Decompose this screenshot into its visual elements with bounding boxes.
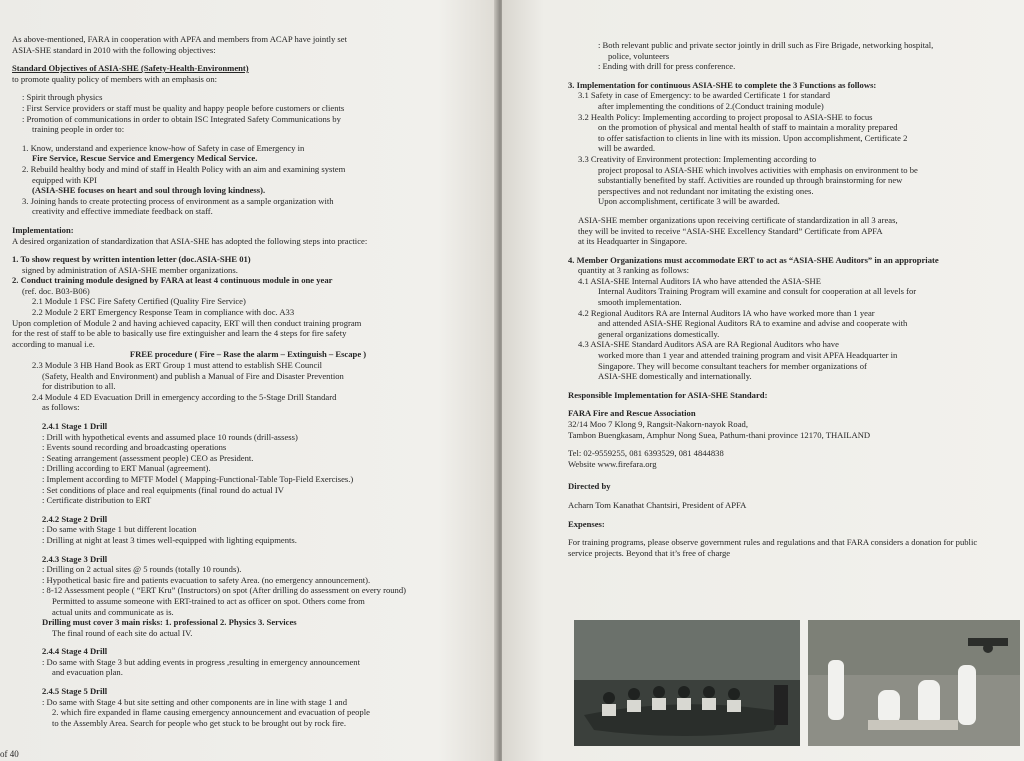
right-text-line: they will be invited to receive “ASIA-SHE Excellency Standard” Certificate from APFA: [578, 225, 883, 236]
photo-strip: [574, 620, 1018, 750]
left-text-line: training people in order to:: [32, 124, 125, 135]
left-text-line: for the rest of staff to be able to basically use fire extinguisher and learn the 4 steps for fire safety: [12, 328, 347, 339]
right-text-line: 3.1 Safety in case of Emergency: to be awarded Certificate 1 for standard: [578, 90, 831, 101]
right-text-line: on the promotion of physical and mental health of staff to maintain a morality prepared: [598, 122, 898, 133]
left-text-line: 1. To show request by written intention letter (doc.ASIA-SHE 01): [12, 254, 251, 265]
left-text-line: 2.4 Module 4 ED Evacuation Drill in emergency according to the 5-Stage Drill Standard: [32, 391, 337, 402]
left-text-line: : Drill with hypothetical events and assumed place 10 rounds (drill-assess): [42, 431, 298, 442]
right-text-line: Tel: 02-9559255, 081 6393529, 081 4844838: [568, 448, 724, 459]
right-text-line: : Both relevant public and private sector jointly in drill such as Fire Brigade, networking hospital,: [598, 40, 934, 50]
left-text-line: 2.1 Module 1 FSC Fire Safety Certified (Quality Fire Service): [32, 296, 246, 307]
right-text-line: Upon accomplishment, certificate 3 will be awarded.: [598, 196, 780, 207]
right-spacer: [568, 492, 1014, 500]
left-text-line: : Hypothetical basic fire and patients evacuation to safety Area. (no emergency announcement).: [42, 574, 371, 585]
boat-rescue-photo: [574, 620, 800, 746]
right-spacer: [568, 382, 1014, 390]
right-text-line: 3.3 Creativity of Environment protection: Implementing according to: [578, 153, 817, 164]
left-text-line: to promote quality policy of members with an emphasis on:: [12, 73, 218, 84]
right-text-line: For training programs, please observe government rules and regulations and that FARA considers a donation for public: [568, 537, 978, 548]
right-spacer: [568, 400, 1014, 408]
left-page-text: [12, 34, 484, 728]
right-spacer: [568, 511, 1014, 519]
left-text-line: : Drilling on 2 actual sites @ 5 rounds (totally 10 rounds).: [42, 564, 242, 575]
medical-drill-photo: [808, 620, 1020, 746]
left-spacer: [12, 678, 484, 686]
left-spacer: [12, 84, 484, 92]
left-text-line: : Spirit through physics: [22, 92, 103, 103]
right-text-line: quantity at 3 ranking as follows:: [578, 265, 689, 276]
left-text-line: for distribution to all.: [42, 381, 116, 392]
left-spacer: [12, 55, 484, 63]
left-text-line: Upon completion of Module 2 and having achieved capacity, ERT will then conduct training program: [12, 317, 362, 328]
left-text-line: As above-mentioned, FARA in cooperation with APFA and members from ACAP have jointly set: [12, 34, 347, 44]
right-text-line: 4.2 Regional Auditors RA are Internal Auditors IA who have worked more than 1 year: [578, 307, 875, 318]
right-text-line: Acharn Tom Kanathat Chantsiri, President of APFA: [568, 499, 747, 510]
left-text-line: 2.3 Module 3 HB Hand Book as ERT Group 1 must attend to establish SHE Council: [32, 360, 323, 371]
right-text-line: substantially benefited by staff. Activities are rounded up through brainstorming for new: [598, 175, 903, 186]
left-text-line: Drilling must cover 3 main risks: 1. professional 2. Physics 3. Services: [42, 617, 297, 628]
left-text-line: FREE procedure ( Fire – Rase the alarm – Extinguish – Escape ): [129, 349, 367, 360]
right-spacer: [568, 469, 1014, 481]
right-text-line: police, volunteers: [608, 50, 670, 61]
right-text-line: perspectives and not redundant nor imitating the existing ones.: [598, 185, 814, 196]
right-text-line: Expenses:: [568, 518, 605, 529]
left-text-line: 2.4.5 Stage 5 Drill: [42, 686, 108, 697]
left-text-line: : Drilling according to ERT Manual (agreement).: [42, 463, 211, 474]
left-text-line: : 8-12 Assessment people ( “ERT Kru” (Instructors) on spot (After drilling do assessment on every round): [42, 585, 407, 596]
right-text-line: Directed by: [568, 481, 611, 492]
left-text-line: 2. Conduct training module designed by FARA at least 4 continuous module in one year: [12, 275, 333, 286]
left-text-line: equipped with KPI: [32, 174, 97, 185]
left-text-line: according to manual i.e.: [12, 338, 95, 349]
left-text-line: Fire Service, Rescue Service and Emergency Medical Service.: [32, 153, 258, 164]
left-text-line: : Events sound recording and broadcasting operations: [42, 442, 227, 453]
left-text-line: : Promotion of communications in order to obtain ISC Integrated Safety Communications by: [22, 113, 341, 124]
left-text-line: 3. Joining hands to create protecting process of environment as a sample organization with: [22, 195, 334, 206]
left-text-line: (ASIA-SHE focuses on heart and soul through loving kindness).: [32, 185, 266, 196]
left-text-line: 2.2 Module 2 ERT Emergency Response Team in compliance with doc. A33: [32, 307, 295, 318]
left-text-line: 2.4.1 Stage 1 Drill: [42, 421, 108, 431]
left-text-line: : Certificate distribution to ERT: [42, 495, 152, 506]
right-spacer: [568, 207, 1014, 215]
left-text-line: to the Assembly Area. Search for people who get stuck to be brought out by rock fire.: [52, 717, 347, 728]
left-spacer: [12, 413, 484, 421]
left-text-line: 2.4.2 Stage 2 Drill: [42, 513, 108, 524]
right-text-line: project proposal to ASIA-SHE which involves activities with emphasis on environment to be: [598, 164, 918, 175]
right-text-line: FARA Fire and Rescue Association: [568, 408, 696, 419]
left-page: [0, 0, 498, 761]
left-text-line: The final round of each site do actual IV.: [52, 627, 193, 638]
right-text-line: 3.2 Health Policy: Implementing according to project proposal to ASIA-SHE to focus: [578, 111, 873, 122]
right-text-line: 4.1 ASIA-SHE Internal Auditors IA who have attended the ASIA-SHE: [578, 275, 821, 286]
page-number: of 40: [0, 749, 19, 759]
right-text-line: worked more than 1 year and attended training program and visit APFA Headquarter in: [598, 350, 898, 361]
right-text-line: and attended ASIA-SHE Regional Auditors RA to examine and advise and cooperate with: [598, 318, 908, 329]
left-text-line: creativity and effective immediate feedback on staff.: [32, 206, 213, 217]
left-text-line: A desired organization of standardization that ASIA-SHE has adopted the following steps into practice:: [12, 235, 368, 246]
right-text-line: ASIA-SHE domestically and internationally.: [598, 371, 752, 382]
right-spacer: [568, 529, 1014, 537]
left-text-line: (Safety, Health and Environment) and publish a Manual of Fire and Disaster Prevention: [42, 370, 344, 381]
right-text-line: Tambon Buengkasam, Amphur Nong Suea, Pathum-thani province 12170, THAILAND: [568, 429, 871, 440]
left-text-line: (ref. doc. B03-B06): [22, 285, 90, 296]
left-spacer: [12, 217, 484, 225]
left-text-line: : Do same with Stage 3 but adding events in progress ,resulting in emergency announcement: [42, 656, 360, 667]
left-spacer: [12, 246, 484, 254]
left-text-line: Implementation:: [12, 224, 74, 235]
right-spacer: [568, 72, 1014, 80]
right-text-line: Internal Auditors Training Program will examine and consult for cooperation at all levels for: [598, 286, 917, 297]
left-spacer: [12, 135, 484, 143]
left-spacer: [12, 506, 484, 514]
left-spacer: [12, 638, 484, 646]
left-text-line: ASIA-SHE standard in 2010 with the following objectives:: [12, 44, 216, 55]
right-text-line: Responsible Implementation for ASIA-SHE Standard:: [568, 389, 768, 400]
left-text-line: 2.4.3 Stage 3 Drill: [42, 553, 108, 564]
left-text-line: 2. Rebuild healthy body and mind of staff in Health Policy with an aim and examining system: [22, 163, 346, 174]
left-text-line: as follows:: [42, 402, 80, 413]
right-text-line: 32/14 Moo 7 Klong 9, Rangsit-Nakorn-nayok Road,: [568, 419, 748, 429]
left-text-line: and evacuation plan.: [52, 667, 123, 678]
right-text-line: Website www.firefara.org: [568, 458, 657, 469]
left-text-line: signed by administration of ASIA-SHE member organizations.: [22, 264, 238, 275]
left-text-line: actual units and communicate as is.: [52, 606, 174, 617]
right-spacer: [568, 247, 1014, 255]
left-text-line: : Implement according to MFTF Model ( Mapping-Functional-Table Top-Field Exercises.): [42, 473, 354, 484]
left-text-line: : First Service providers or staff must be quality and happy people before customers or clients: [22, 102, 345, 113]
right-text-line: service projects. Beyond that it’s free of charge: [568, 547, 731, 558]
right-text-line: at its Headquarter in Singapore.: [578, 236, 688, 247]
right-spacer: [568, 440, 1014, 448]
left-spacer: [12, 546, 484, 554]
left-text-line: 2. which fire expanded in flame causing emergency announcement and evacuation of people: [52, 707, 370, 718]
left-text-line: 1. Know, understand and experience know-how of Safety in case of Emergency in: [22, 142, 305, 153]
left-text-line: Standard Objectives of ASIA-SHE (Safety-Health-Environment): [12, 63, 249, 74]
right-text-line: will be awarded.: [598, 143, 656, 154]
right-page-text: [568, 40, 1014, 558]
left-text-line: : Drilling at night at least 3 times well-equipped with lighting equipments.: [42, 534, 297, 545]
right-text-line: general organizations domestically.: [598, 328, 720, 339]
right-text-line: 4.3 ASIA-SHE Standard Auditors ASA are RA Regional Auditors who have: [578, 339, 839, 350]
left-text-line: : Do same with Stage 4 but site setting and other components are in line with stage 1 and: [42, 696, 348, 707]
right-text-line: Singapore. They will become consultant teachers for member organizations of: [598, 360, 867, 371]
left-text-line: 2.4.4 Stage 4 Drill: [42, 646, 108, 657]
left-text-line: Permitted to assume someone with ERT-trained to act as officer on spot. Others come from: [52, 595, 365, 606]
right-text-line: 4. Member Organizations must accommodate ERT to act as “ASIA-SHE Auditors” in an appropriate: [568, 254, 939, 265]
left-text-line: : Set conditions of place and real equipments (final round do actual IV: [42, 484, 284, 495]
right-text-line: ASIA-SHE member organizations upon receiving certificate of standardization in all 3 areas,: [578, 214, 898, 225]
left-text-line: : Do same with Stage 1 but different location: [42, 524, 197, 535]
left-text-line: : Seating arrangement (assessment people) CEO as President.: [42, 452, 254, 463]
right-text-line: after implementing the conditions of 2.(Conduct training module): [598, 100, 824, 111]
right-text-line: to offer satisfaction to clients in line with its mission. Upon accomplishment, Certificate 2: [598, 132, 908, 143]
right-page: [502, 0, 1024, 761]
right-text-line: 3. Implementation for continuous ASIA-SHE to complete the 3 Functions as follows:: [568, 79, 877, 90]
right-text-line: : Ending with drill for press conference.: [598, 61, 736, 72]
right-text-line: smooth implementation.: [598, 297, 682, 308]
